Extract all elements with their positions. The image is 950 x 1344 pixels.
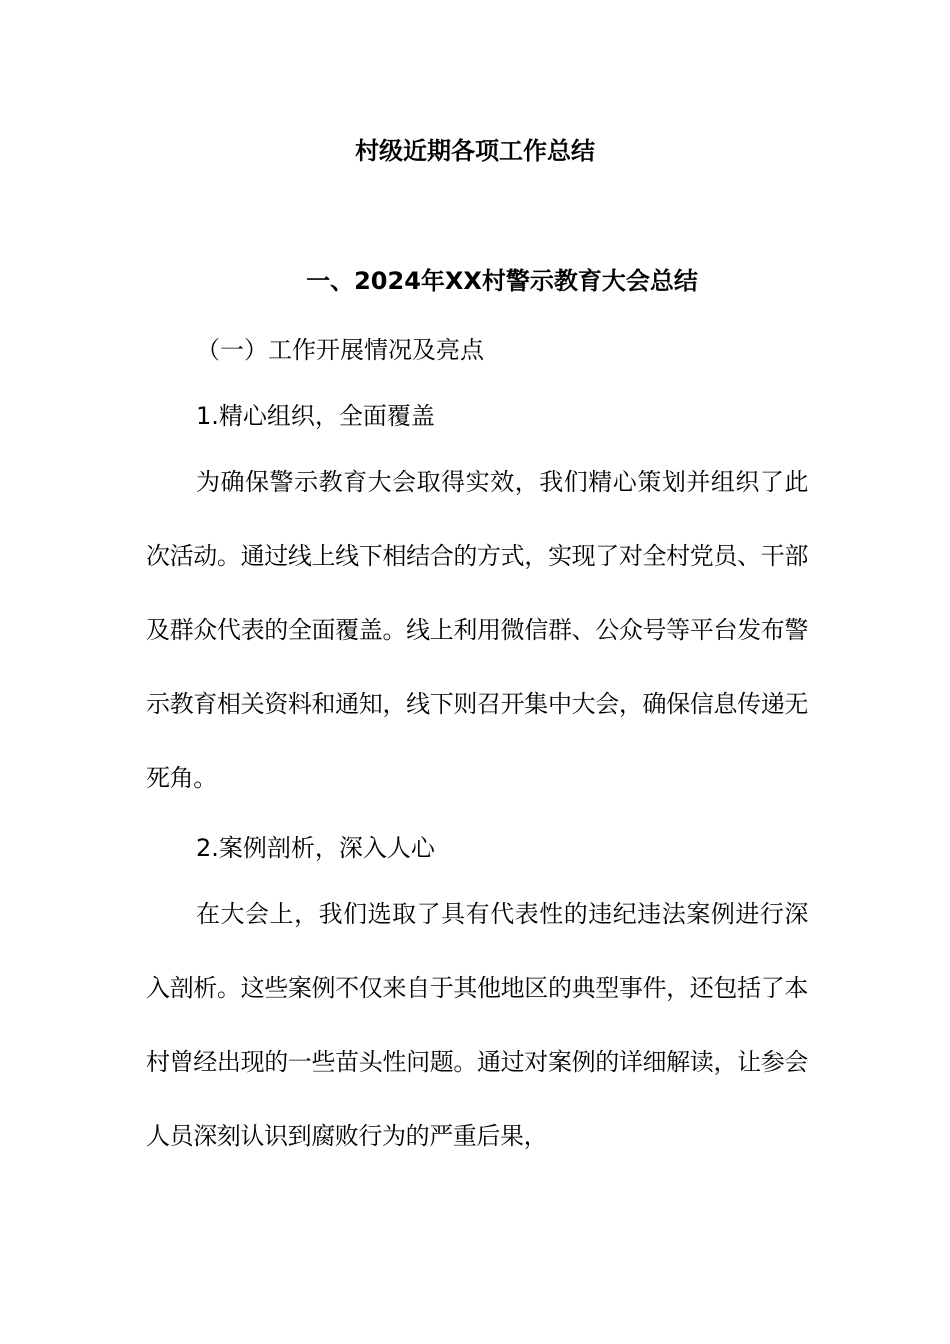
item-heading: 2.案例剖析，深入人心 (196, 834, 435, 862)
body-paragraph: 在大会上，我们选取了具有代表性的违纪违法案例进行深入剖析。这些案例不仅来自于其他地区的典型事件，还包括了本村曾经出现的一些苗头性问题。通过对案例的详细解读，让参会人员深刻认识到腐败行为的严重后果， (146, 900, 808, 1150)
section-title: 一、2024年XX村警示教育大会总结 (306, 267, 698, 295)
subsection-title: （一）工作开展情况及亮点 (196, 336, 484, 364)
body-paragraph: 为确保警示教育大会取得实效，我们精心策划并组织了此次活动。通过线上线下相结合的方式，实现了对全村党员、干部及群众代表的全面覆盖。线上利用微信群、公众号等平台发布警示教育相关资料和通知，线下则召开集中大会，确保信息传递无死角。 (146, 468, 808, 792)
item-heading: 1.精心组织，全面覆盖 (196, 402, 435, 430)
document-title: 村级近期各项工作总结 (355, 137, 595, 165)
